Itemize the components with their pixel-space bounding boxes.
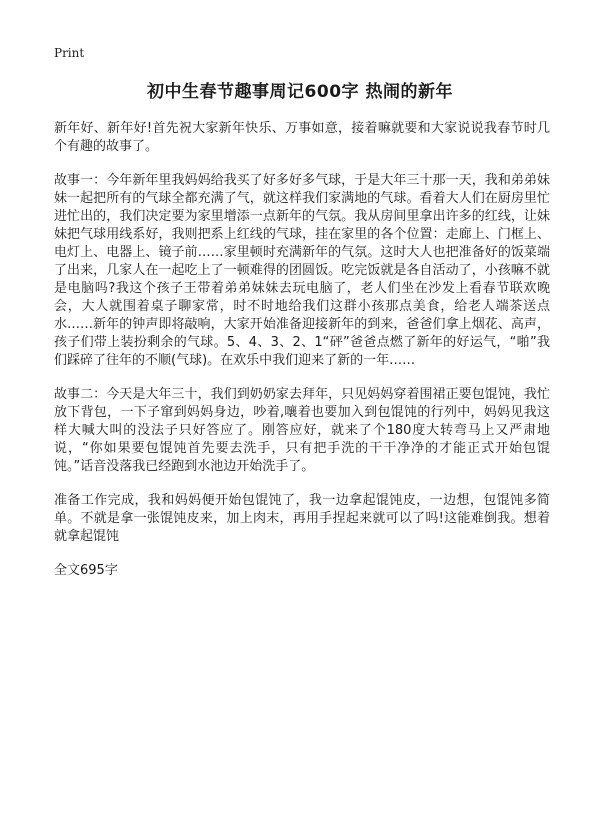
paragraph-story-two: 故事二：今天是大年三十，我们到奶奶家去拜年，只见妈妈穿着围裙正要包馄饨，我忙放下背包，一下子窜到妈妈身边，吵着,嚷着也要加入到包馄饨的行列中，妈妈见我这样大喊大叫的没法子只好答应了。刚答应好，就来了个180度大转弯马上又严肃地说，“你如果要包馄饨首先要去洗手，只有把手洗的干干净净的才能正式开始包馄饨。”话音没落我已经跑到水池边开始洗手了。	[54, 387, 550, 474]
word-count: 全文695字	[54, 563, 118, 578]
article-body	[54, 120, 550, 580]
print-link[interactable]: Print	[54, 46, 85, 60]
paragraph-preparation: 准备工作完成，我和妈妈便开始包馄饨了，我一边拿起馄饨皮，一边想，包馄饨多简单。不就是拿一张馄饨皮来，加上肉末，再用手捏起来就可以了吗!这能难倒我。想着就拿起馄饨	[54, 493, 550, 544]
paragraph-story-one: 故事一：今年新年里我妈妈给我买了好多好多气球，于是大年三十那一天，我和弟弟妹妹一起把所有的气球全都充满了气，就这样我们家满地的气球。看着大人们在厨房里忙进忙出的，我们决定要为家里增添一点新年的气氛。我从房间里拿出许多的红线，让妹妹把气球用线系好，我则把系上红线的气球，挂在家里的各个位置：走廊上、门框上、电灯上、电器上、镜子前……家里顿时充满新年的气氛。这时大人也把准备好的饭菜端了出来，几家人在一起吃上了一顿难得的团圆饭。吃完饭就是各自活动了，小孩嘛不就是电脑吗?我这个孩子王带着弟弟妹妹去玩电脑了，老人们坐在沙发上看春节联欢晚会，大人就围着桌子聊家常，时不时地给我们这群小孩那点美食，给老人端茶送点水……新年的钟声即将敲响，大家开始准备迎接新年的到来，爸爸们拿上烟花、高声，孩子们带上装扮剩余的气球。5、4、3、2、1“砰”爸爸点燃了新年的好运气，“啪”我们踩碎了往年的不顺(气球)。在欢乐中我们迎来了新的一年……	[54, 173, 550, 368]
article-title: 初中生春节趣事周记600字 热闹的新年	[147, 82, 453, 102]
paragraph-intro: 新年好、新年好!首先祝大家新年快乐、万事如意，接着嘛就要和大家说说我春节时几个有趣的故事了。	[54, 121, 550, 154]
